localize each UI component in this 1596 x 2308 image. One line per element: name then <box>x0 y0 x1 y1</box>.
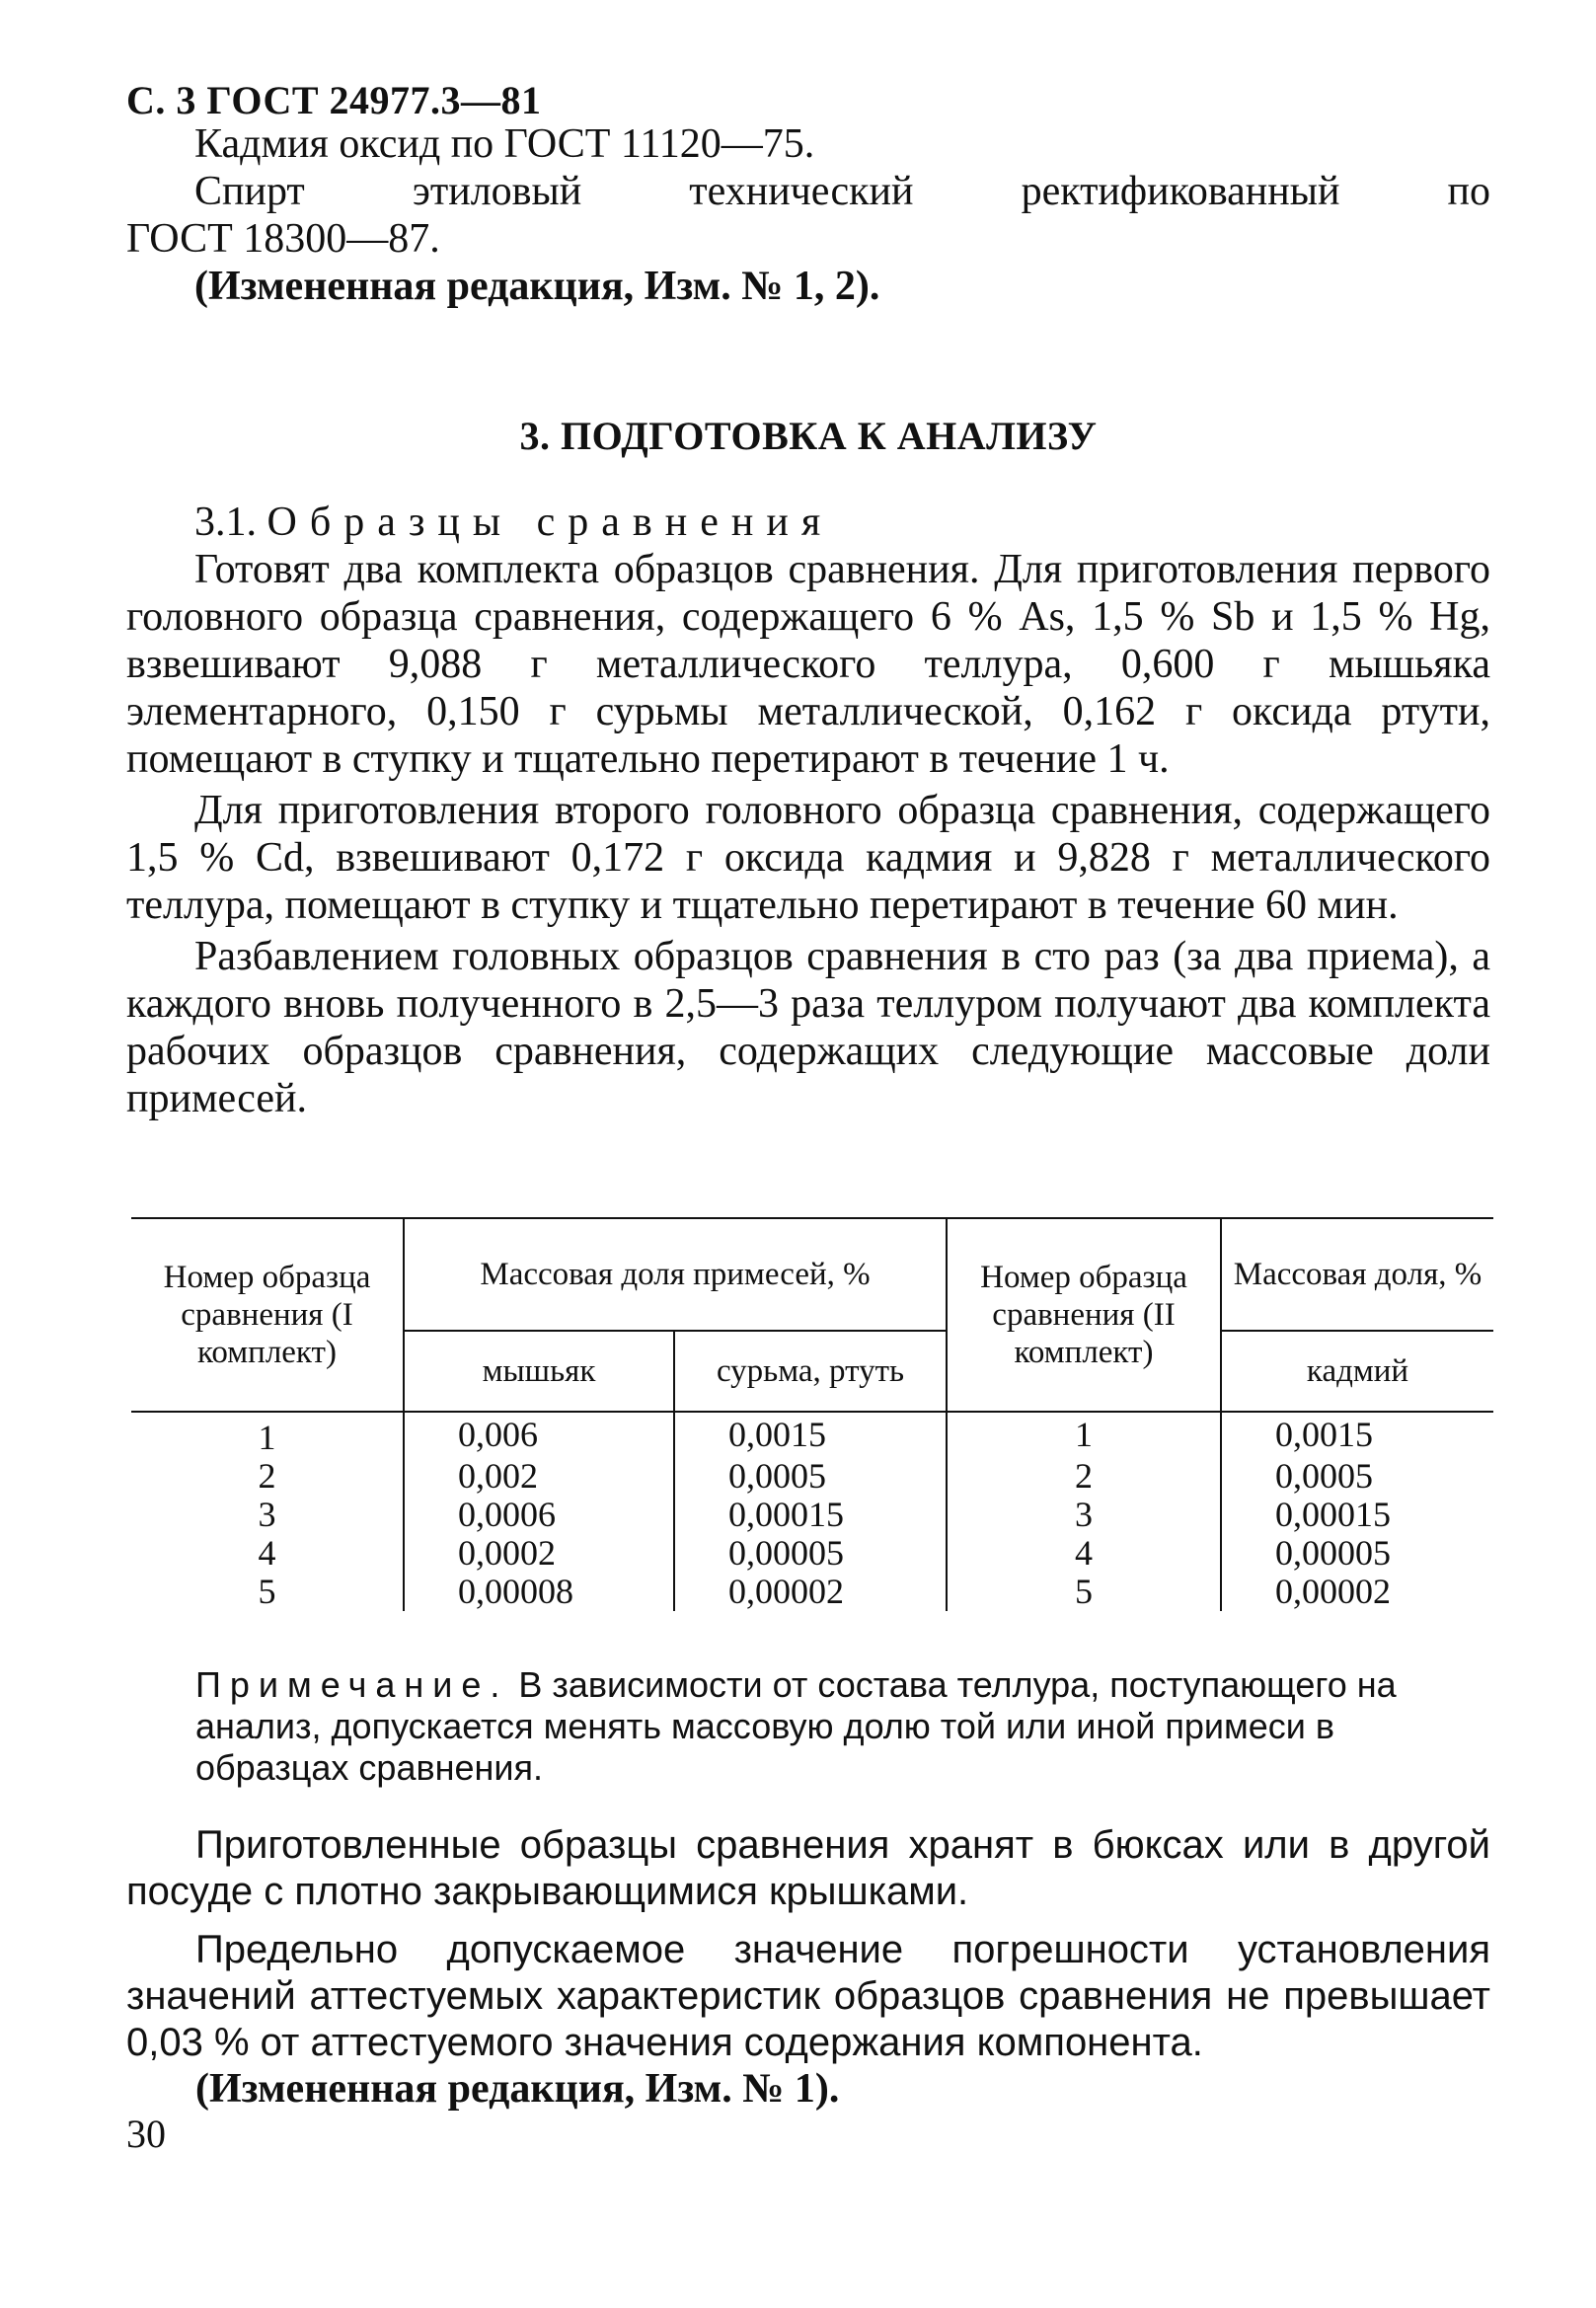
col-sample-number-set1: Номер образца сравнения (I комплект) <box>131 1218 404 1412</box>
note-text: В зависимости от состава теллура, поступающего на анализ, допускается менять массовую долю той или иной примеси в образцах сравнения. <box>195 1664 1397 1788</box>
ethyl-alcohol-gost: ГОСТ 18300—87. <box>126 216 440 262</box>
subsection-number: 3.1. <box>194 500 257 545</box>
cell-n1: 3 <box>258 1495 276 1534</box>
cell-arsenic: 0,0006 <box>404 1496 674 1534</box>
col-antimony-mercury: сурьма, ртуть <box>674 1331 947 1412</box>
col-group-impurities: Массовая доля примесей, % <box>404 1218 947 1331</box>
materials-list <box>126 120 1490 310</box>
cell-n1: 1 <box>258 1418 276 1457</box>
cell-antimony: 0,0005 <box>674 1457 947 1496</box>
cell-antimony: 0,00002 <box>674 1573 947 1611</box>
col-cadmium: кадмий <box>1221 1331 1493 1412</box>
cell-arsenic: 0,002 <box>404 1457 674 1496</box>
cell-antimony: 0,0015 <box>674 1412 947 1457</box>
cell-n2: 5 <box>947 1573 1221 1611</box>
col-group-mass-fraction: Массовая доля, % <box>1221 1218 1493 1331</box>
cell-n1: 4 <box>258 1533 276 1573</box>
cell-cadmium: 0,0015 <box>1221 1412 1493 1457</box>
amendment-note-2: (Измененная редакция, Изм. № 1). <box>195 2066 840 2112</box>
section-title: 3. ПОДГОТОВКА К АНАЛИЗУ <box>519 414 1098 458</box>
cell-arsenic: 0,00008 <box>404 1573 674 1611</box>
paragraph-dilution: Разбавлением головных образцов сравнения в сто раз (за два приема), а каждого вновь полученного в 2,5—3 раза теллуром получают два комплекта рабочих образцов сравнения, содержащих следующие массовые доли примесей. <box>126 934 1490 1121</box>
amendment-note-1: (Измененная редакция, Изм. № 1, 2). <box>194 264 880 309</box>
reference-samples-table <box>131 1217 1493 1611</box>
cell-cadmium: 0,00002 <box>1221 1573 1493 1611</box>
cell-cadmium: 0,0005 <box>1221 1457 1493 1496</box>
table-row <box>131 1573 1493 1611</box>
table-row <box>131 1412 1493 1457</box>
subsection-title: Образцы сравнения <box>266 500 834 545</box>
cadmium-oxide-item: Кадмия оксид по ГОСТ 11120—75. <box>194 121 815 167</box>
col-arsenic: мышьяк <box>404 1331 674 1412</box>
closing-section <box>126 1822 1490 2113</box>
ethyl-alcohol-item: Спирт этиловый технический ректификованный по <box>194 169 1490 214</box>
cell-n2: 3 <box>947 1496 1221 1534</box>
cell-antimony: 0,00015 <box>674 1496 947 1534</box>
subsection-heading <box>126 499 1490 546</box>
col-sample-number-set2: Номер образца сравнения (II комплект) <box>947 1218 1221 1412</box>
table-row <box>131 1496 1493 1534</box>
page-number: 30 <box>126 2112 166 2156</box>
section-3 <box>126 413 1490 460</box>
cell-antimony: 0,00005 <box>674 1534 947 1573</box>
cell-arsenic: 0,006 <box>404 1412 674 1457</box>
section-3-1 <box>126 499 1490 1122</box>
table-row <box>131 1534 1493 1573</box>
page-header: С. 3 ГОСТ 24977.3—81 <box>126 78 542 122</box>
paragraph-second-standard: Для приготовления второго головного образца сравнения, содержащего 1,5 % Cd, взвешивают 0,172 г оксида кадмия и 9,828 г металлического теллура, помещают в ступку и тщательно перетирают в течение 60 мин. <box>126 788 1490 928</box>
paragraph-first-standard: Готовят два комплекта образцов сравнения. Для приготовления первого головного образца сравнения, содержащего 6 % As, 1,5 % Sb и 1,5 % Hg, взвешивают 9,088 г металлического теллура, 0,600 г мышьяка элементарного, 0,150 г сурьмы металлической, 0,162 г оксида ртути, помещают в ступку и тщательно перетирают в течение 1 ч. <box>126 547 1490 782</box>
cell-n1: 2 <box>258 1456 276 1496</box>
cell-cadmium: 0,00005 <box>1221 1534 1493 1573</box>
error-limit-paragraph: Предельно допускаемое значение погрешности установления значений аттестуемых характеристик образцов сравнения не превышает 0,03 % от аттестуемого значения содержания компонента. <box>126 1928 1490 2064</box>
storage-paragraph: Приготовленные образцы сравнения хранят в бюксах или в другой посуде с плотно закрывающимися крышками. <box>126 1823 1490 1913</box>
cell-n2: 4 <box>947 1534 1221 1573</box>
table-row <box>131 1457 1493 1496</box>
cell-n1: 5 <box>258 1572 276 1611</box>
cell-n2: 1 <box>947 1412 1221 1457</box>
cell-arsenic: 0,0002 <box>404 1534 674 1573</box>
table-note <box>195 1664 1490 1789</box>
note-label: Примечание. <box>195 1664 509 1705</box>
cell-n2: 2 <box>947 1457 1221 1496</box>
cell-cadmium: 0,00015 <box>1221 1496 1493 1534</box>
